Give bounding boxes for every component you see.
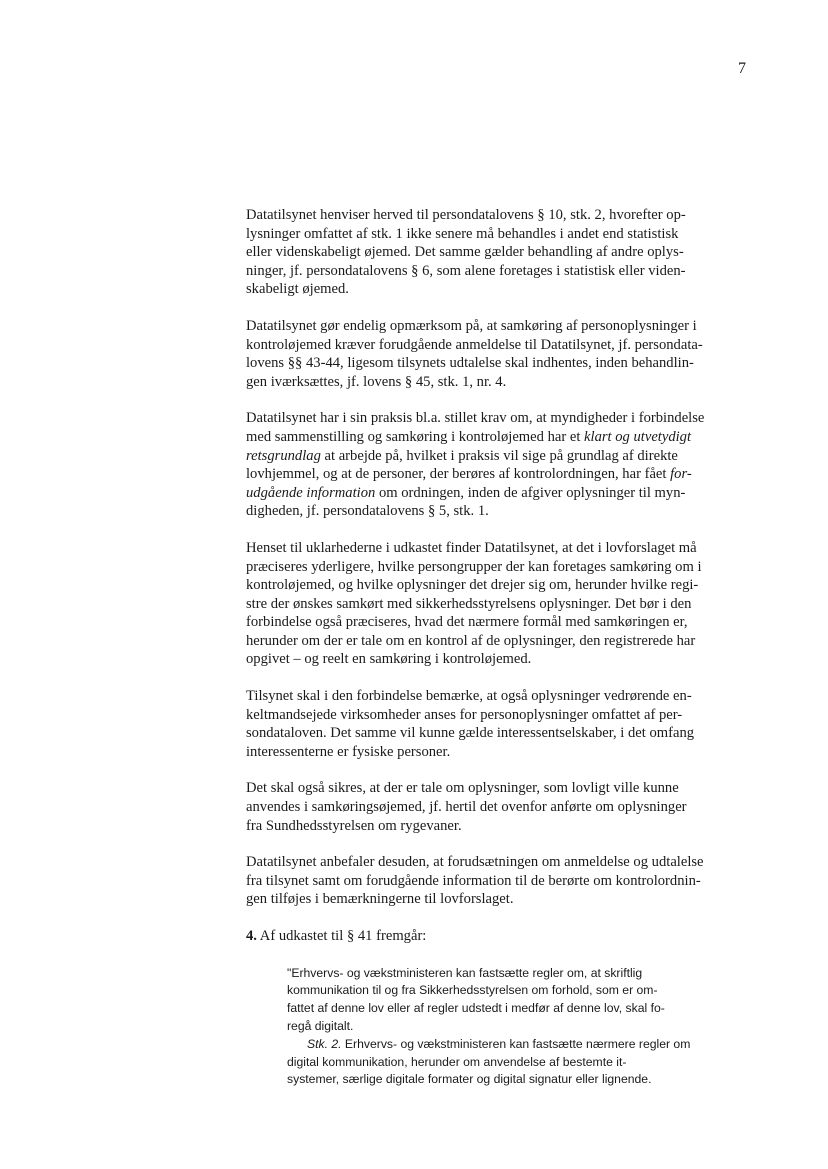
text-segment: Erhvervs- og vækstministeren kan fastsætte nærmere regler om	[341, 1036, 691, 1051]
text-line: forbindelse også præciseres, hvad det nærmere formål med samkøringen er,	[246, 614, 688, 631]
text-line: skabeligt øjemed.	[246, 281, 349, 298]
text-line: gen tilføjes i bemærkningerne til lovforslaget.	[246, 891, 514, 908]
paragraph-clarifications	[246, 539, 766, 669]
emphasis-text: for-	[670, 466, 692, 483]
text-segment: om ordningen, inden de afgiver oplysninger til myn-	[375, 484, 686, 501]
emphasis-text: retsgrundlag	[246, 447, 321, 464]
emphasis-text: udgående information	[246, 484, 376, 501]
text-line: keltmandsejede virksomheder anses for personoplysninger omfattet af per-	[246, 706, 683, 723]
paragraph-sole-proprietorships	[246, 687, 766, 761]
section-4-heading	[246, 927, 766, 946]
text-line	[246, 484, 766, 503]
text-line: Det skal også sikres, at der er tale om oplysninger, som lovligt ville kunne	[246, 780, 679, 797]
paragraph-recommendation	[246, 853, 766, 909]
text-line: Datatilsynet gør endelig opmærksom på, at samkøring af personoplysninger i	[246, 317, 697, 334]
quote-line: "Erhvervs- og vækstministeren kan fastsætte regler om, at skriftlig	[287, 965, 643, 980]
section-number: 4.	[246, 928, 257, 944]
text-segment: lovhjemmel, og at de personer, der berøres af kontrolordningen, har fået	[246, 466, 671, 483]
text-line: ninger, jf. persondatalovens § 6, som alene foretages i statistisk eller viden-	[246, 262, 686, 279]
text-line: gen iværksættes, jf. lovens § 45, stk. 1, nr. 4.	[246, 373, 507, 390]
text-line	[246, 428, 766, 447]
text-line: Tilsynet skal i den forbindelse bemærke, at også oplysninger vedrørende en-	[246, 688, 692, 705]
text-line: sondataloven. Det samme vil kunne gælde interessentselskaber, i det omfang	[246, 725, 695, 742]
text-line: stre der ønskes samkørt med sikkerhedsstyrelsens oplysninger. Det bør i den	[246, 595, 692, 612]
text-line: opgivet – og reelt en samkøring i kontroløjemed.	[246, 651, 532, 668]
quote-line: regå digitalt.	[287, 1018, 354, 1033]
quote-line	[287, 1036, 766, 1054]
page-number: 7	[738, 60, 746, 77]
text-line	[246, 447, 766, 466]
text-line: anvendes i samkøringsøjemed, jf. hertil det ovenfor anførte om oplysninger	[246, 799, 687, 816]
text-line: interessenterne er fysiske personer.	[246, 743, 451, 760]
text-line: præciseres yderligere, hvilke persongrupper der kan foretages samkøring om i	[246, 558, 702, 575]
letter-body	[246, 206, 766, 1089]
text-segment: at arbejde på, hvilket i praksis vil sige på grundlag af direkte	[320, 447, 678, 464]
text-line: kontroløjemed, og hvilke oplysninger det drejer sig om, herunder hvilke regi-	[246, 577, 699, 594]
text-line: Datatilsynet har i sin praksis bl.a. stillet krav om, at myndigheder i forbindelse	[246, 410, 705, 427]
section-intro-text: Af udkastet til § 41 fremgår:	[256, 928, 427, 944]
emphasis-text: klart og utvetydigt	[584, 428, 692, 445]
text-line: Henset til uklarhederne i udkastet finder Datatilsynet, at det i lovforslaget må	[246, 539, 697, 556]
paragraph-legal-basis	[246, 409, 766, 521]
emphasis-text: Stk. 2.	[307, 1036, 342, 1051]
text-line: fra Sundhedsstyrelsen om rygevaner.	[246, 817, 462, 834]
text-line: Datatilsynet anbefaler desuden, at forudsætningen om anmeldelse og udtalelse	[246, 854, 704, 871]
text-line: fra tilsynet samt om forudgående information til de berørte om kontrolordnin-	[246, 872, 701, 889]
text-segment: med sammenstilling og samkøring i kontroløjemed har et	[246, 428, 585, 445]
text-line: lysninger omfattet af stk. 1 ikke senere må behandles i andet end statistisk	[246, 225, 679, 242]
text-line: lovens §§ 43-44, ligesom tilsynets udtalelse skal indhentes, inden behandlin-	[246, 355, 694, 372]
paragraph-statistical-purpose	[246, 206, 766, 299]
quote-line: systemer, særlige digitale formater og digital signatur eller lignende.	[287, 1072, 652, 1087]
text-line: eller videnskabeligt øjemed. Det samme gælder behandling af andre oplys-	[246, 244, 684, 261]
text-line: digheden, jf. persondatalovens § 5, stk. 1.	[246, 503, 489, 520]
paragraph-notification-requirement	[246, 317, 766, 391]
text-line	[246, 465, 766, 484]
text-line: herunder om der er tale om en kontrol af de oplysninger, den registrerede har	[246, 632, 696, 649]
quote-line: fattet af denne lov eller af regler udstedt i medfør af denne lov, skal fo-	[287, 1001, 665, 1016]
paragraph-lawful-data	[246, 779, 766, 835]
text-line: Datatilsynet henviser herved til persondatalovens § 10, stk. 2, hvorefter op-	[246, 207, 686, 223]
quoted-provision	[287, 965, 766, 1090]
quote-line: kommunikation til og fra Sikkerhedsstyrelsen om forhold, som er om-	[287, 983, 658, 998]
text-line: kontroløjemed kræver forudgående anmeldelse til Datatilsynet, jf. persondata-	[246, 336, 703, 353]
quote-line: digital kommunikation, herunder om anvendelse af bestemte it-	[287, 1054, 627, 1069]
